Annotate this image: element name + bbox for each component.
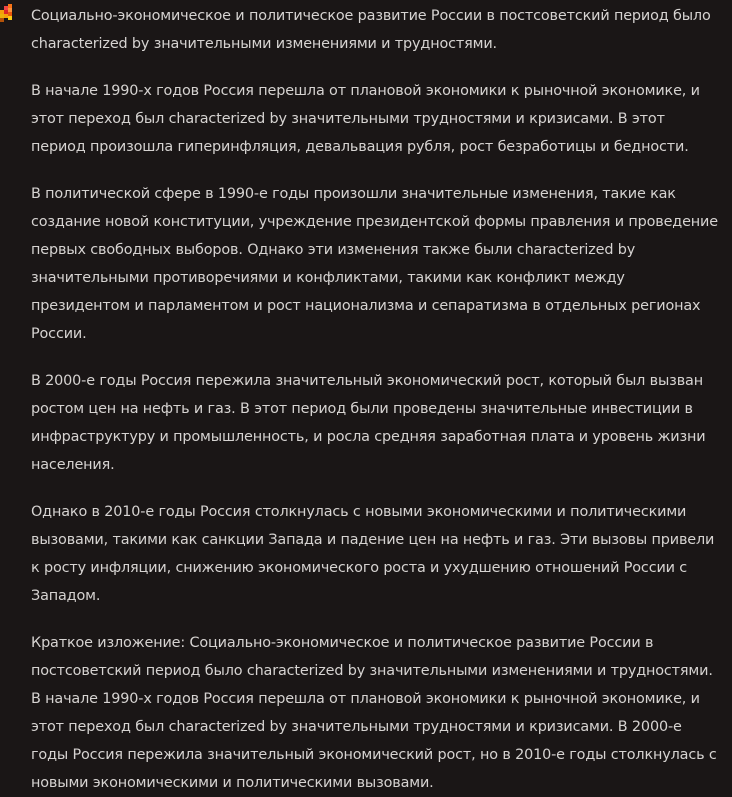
message-body bbox=[31, 2, 720, 797]
message-paragraph: Социально-экономическое и политическое развитие России в постсоветский период было characterized by значительными изменениями и трудностями. bbox=[31, 8, 711, 52]
message-paragraph: Однако в 2010-е годы Россия столкнулась с новыми экономическими и политическими вызовами, такими как санкции Запада и падение цен на нефть и газ. Эти вызовы привели к росту инфляции, снижению экономического роста и ухудшению отношений России с Западом. bbox=[31, 504, 715, 604]
message-paragraph: В начале 1990-х годов Россия перешла от плановой экономики к рыночной экономике, и этот переход был characterized by значительными трудностями и кризисами. В этот период произошла гиперинфляция, девальвация рубля, рост безработицы и бедности. bbox=[31, 83, 700, 155]
message-paragraph: В политической сфере в 1990-е годы произошли значительные изменения, такие как создание новой конституции, учреждение президентской формы правления и проведение первых свободных выборов. Однако эти изменения также были characterized by значительными противоречиями и конфликтами, такими как конфликт между президентом и парламентом и рост национализма и сепаратизма в отдельных регионах России. bbox=[31, 186, 718, 342]
message-paragraph: В 2000-е годы Россия пережила значительный экономический рост, который был вызван ростом цен на нефть и газ. В этот период были проведены значительные инвестиции в инфраструктуру и промышленность, и росла средняя заработная плата и уровень жизни населения. bbox=[31, 373, 706, 473]
message-paragraph: Краткое изложение: Социально-экономическое и политическое развитие России в постсоветский период было characterized by значительными изменениями и трудностями. В начале 1990-х годов Россия перешла от плановой экономики к рыночной экономике, и этот переход был characterized by значительными трудностями и кризисами. В 2000-е годы Россия пережила значительный экономический рост, но в 2010-е годы столкнулась с новыми экономическими и политическими вызовами. bbox=[31, 635, 717, 791]
bot-avatar-icon bbox=[0, 4, 14, 22]
